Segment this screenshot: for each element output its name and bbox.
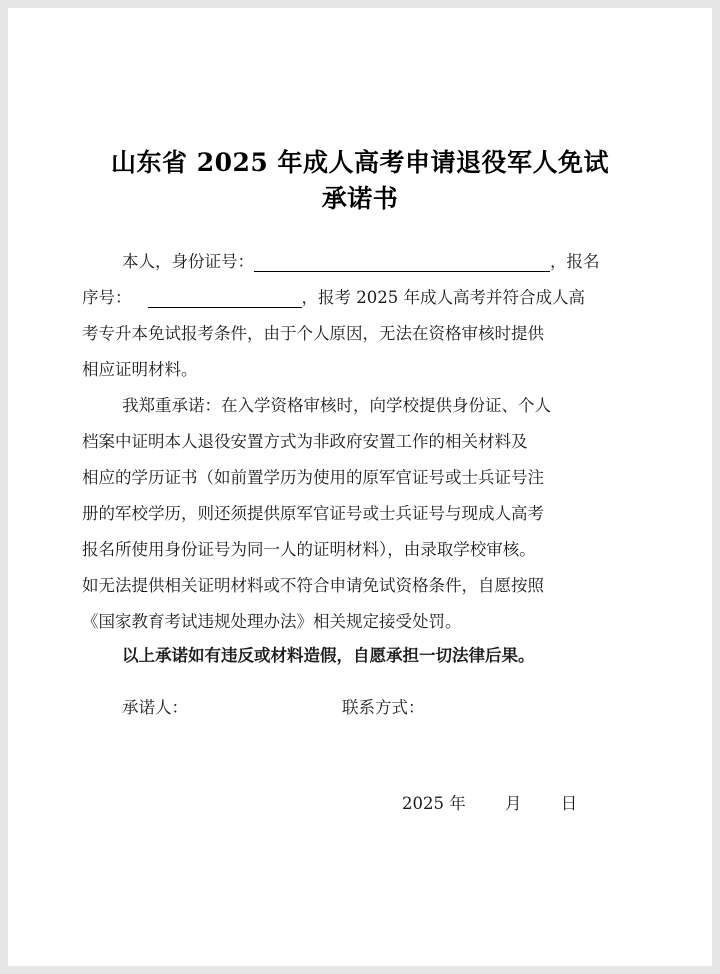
paragraph-2-line-3: 相应的学历证书（如前置学历为使用的原军官证号或士兵证号注 [82, 468, 544, 487]
signature-date [402, 790, 577, 814]
legal-consequence-statement: 以上承诺如有违反或材料造假，自愿承担一切法律后果。 [122, 646, 535, 665]
paragraph-2-line-6: 如无法提供相关证明材料或不符合申请免试资格条件，自愿按照 [82, 576, 544, 595]
paragraph-2-line-4: 册的军校学历，则还须提供原军官证号或士兵证号与现成人高考 [82, 504, 544, 523]
id-number-label: 本人，身份证号： [122, 252, 254, 271]
document-page [8, 8, 712, 966]
paragraph-2-line-5: 报名所使用身份证号为同一人的证明材料），由录取学校审核。 [82, 540, 536, 559]
paragraph-1-line-2-text: ，报考 2025 年成人高考并符合成人高 [301, 288, 585, 307]
date-day: 日 [560, 794, 578, 813]
pledger-label: 承诺人： [122, 698, 188, 717]
id-number-blank [254, 253, 550, 272]
serial-number-label: 序号： [82, 288, 132, 307]
serial-number-blank [148, 289, 302, 308]
paragraph-2-line-2: 档案中证明本人退役安置方式为非政府安置工作的相关材料及 [82, 432, 528, 451]
paragraph-1-line-4: 相应证明材料。 [82, 360, 198, 379]
paragraph-1-line-1 [82, 250, 642, 274]
paragraph-1-line-2 [82, 286, 642, 310]
paragraph-2-line-1: 我郑重承诺：在入学资格审核时，向学校提供身份证、个人 [122, 396, 551, 415]
date-month: 月 [505, 794, 522, 813]
date-year: 2025 年 [402, 794, 466, 813]
document-title-line-2: 承诺书 [321, 184, 399, 213]
document-title-line-1: 山东省 2025 年成人高考申请退役军人免试 [111, 148, 609, 177]
paragraph-2-line-7: 《国家教育考试违规处理办法》相关规定接受处罚。 [82, 612, 462, 631]
contact-label: 联系方式： [342, 698, 425, 717]
paragraph-1-line-3: 考专升本免试报考条件，由于个人原因，无法在资格审核时提供 [82, 324, 544, 343]
registration-label: ，报名 [550, 252, 600, 271]
